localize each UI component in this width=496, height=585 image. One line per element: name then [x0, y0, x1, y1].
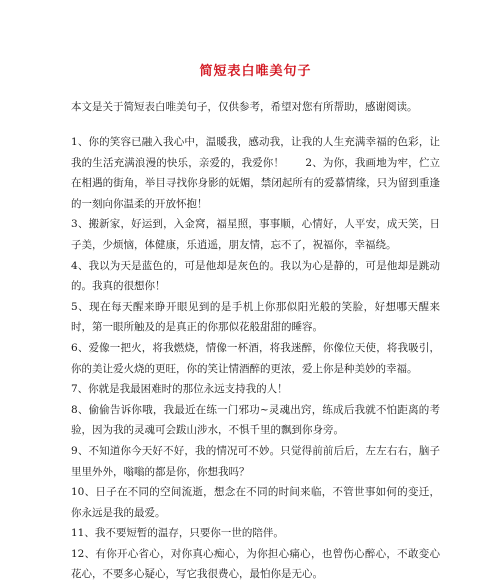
document-title: 简短表白唯美句子 — [199, 64, 312, 79]
paragraph-1: 1、你的笑容已融入我心中，温暖我，感动我，让我的人生充满幸福的色彩，让我的生活充满浪漫的快乐，亲爱的，我爱你！ 2、为你，我画地为牢，伫立在相遇的街角，举目寻找你身影的妩媚，禁闭起所有的爱慕情缘，只为留到重逢的一刻向你温柔的开放怀抱！ — [71, 136, 440, 210]
paragraph-6: 6、爱像一把火，将我燃烧，情像一杯酒，将我迷醉，你像位天使，将我吸引，你的美让爱火烧的更旺，你的笑让情酒醉的更浓，爱上你是种美妙的幸福。 — [71, 341, 440, 375]
paragraph-11: 11、我不要短暂的温存，只要你一世的陪伴。 — [71, 527, 284, 540]
paragraph-7: 7、你就是我最困难时的那位永远支持我的人！ — [71, 383, 288, 396]
paragraph-4: 4、我以为天是蓝色的，可是他却是灰色的。我以为心是静的，可是他却是跳动的。我真的很想你！ — [71, 259, 440, 293]
document-intro: 本文是关于简短表白唯美句子，仅供参考，希望对您有所帮助，感谢阅读。 — [71, 101, 418, 113]
paragraph-8: 8、偷偷告诉你哦，我最近在练一门邪功~灵魂出窍，练成后我就不怕距离的考验，因为我的灵魂可会跋山涉水，不惧千里的飘到你身旁。 — [71, 403, 440, 437]
paragraph-5: 5、现在每天醒来睁开眼见到的是手机上你那似阳光般的笑脸，好想哪天醒来时，第一眼所触及的是真正的你那似花般甜甜的睡容。 — [71, 300, 440, 334]
paragraph-12: 12、有你开心省心，对你真心痴心，为你担心痛心，也曾伤心醉心，不敢变心花心，不要多心疑心，写它我很费心，最怕你是无心。 — [71, 547, 440, 581]
paragraph-10: 10、日子在不同的空间流逝，想念在不同的时间来临，不管世事如何的变迁，你永远是我的最爱。 — [71, 486, 440, 519]
paragraph-9: 9、不知道你今天好不好，我的情况可不妙。只觉得前前后后，左左右右，脑子里里外外，嗡嗡的都是你，你想我吗？ — [71, 444, 440, 478]
paragraph-3: 3、搬新家，好运到，入金窝，福星照，事事顺，心情好，人平安，成天笑，日子美，少烦恼，体健康，乐逍遥，朋友情，忘不了，祝福你，幸福绕。 — [71, 218, 440, 251]
